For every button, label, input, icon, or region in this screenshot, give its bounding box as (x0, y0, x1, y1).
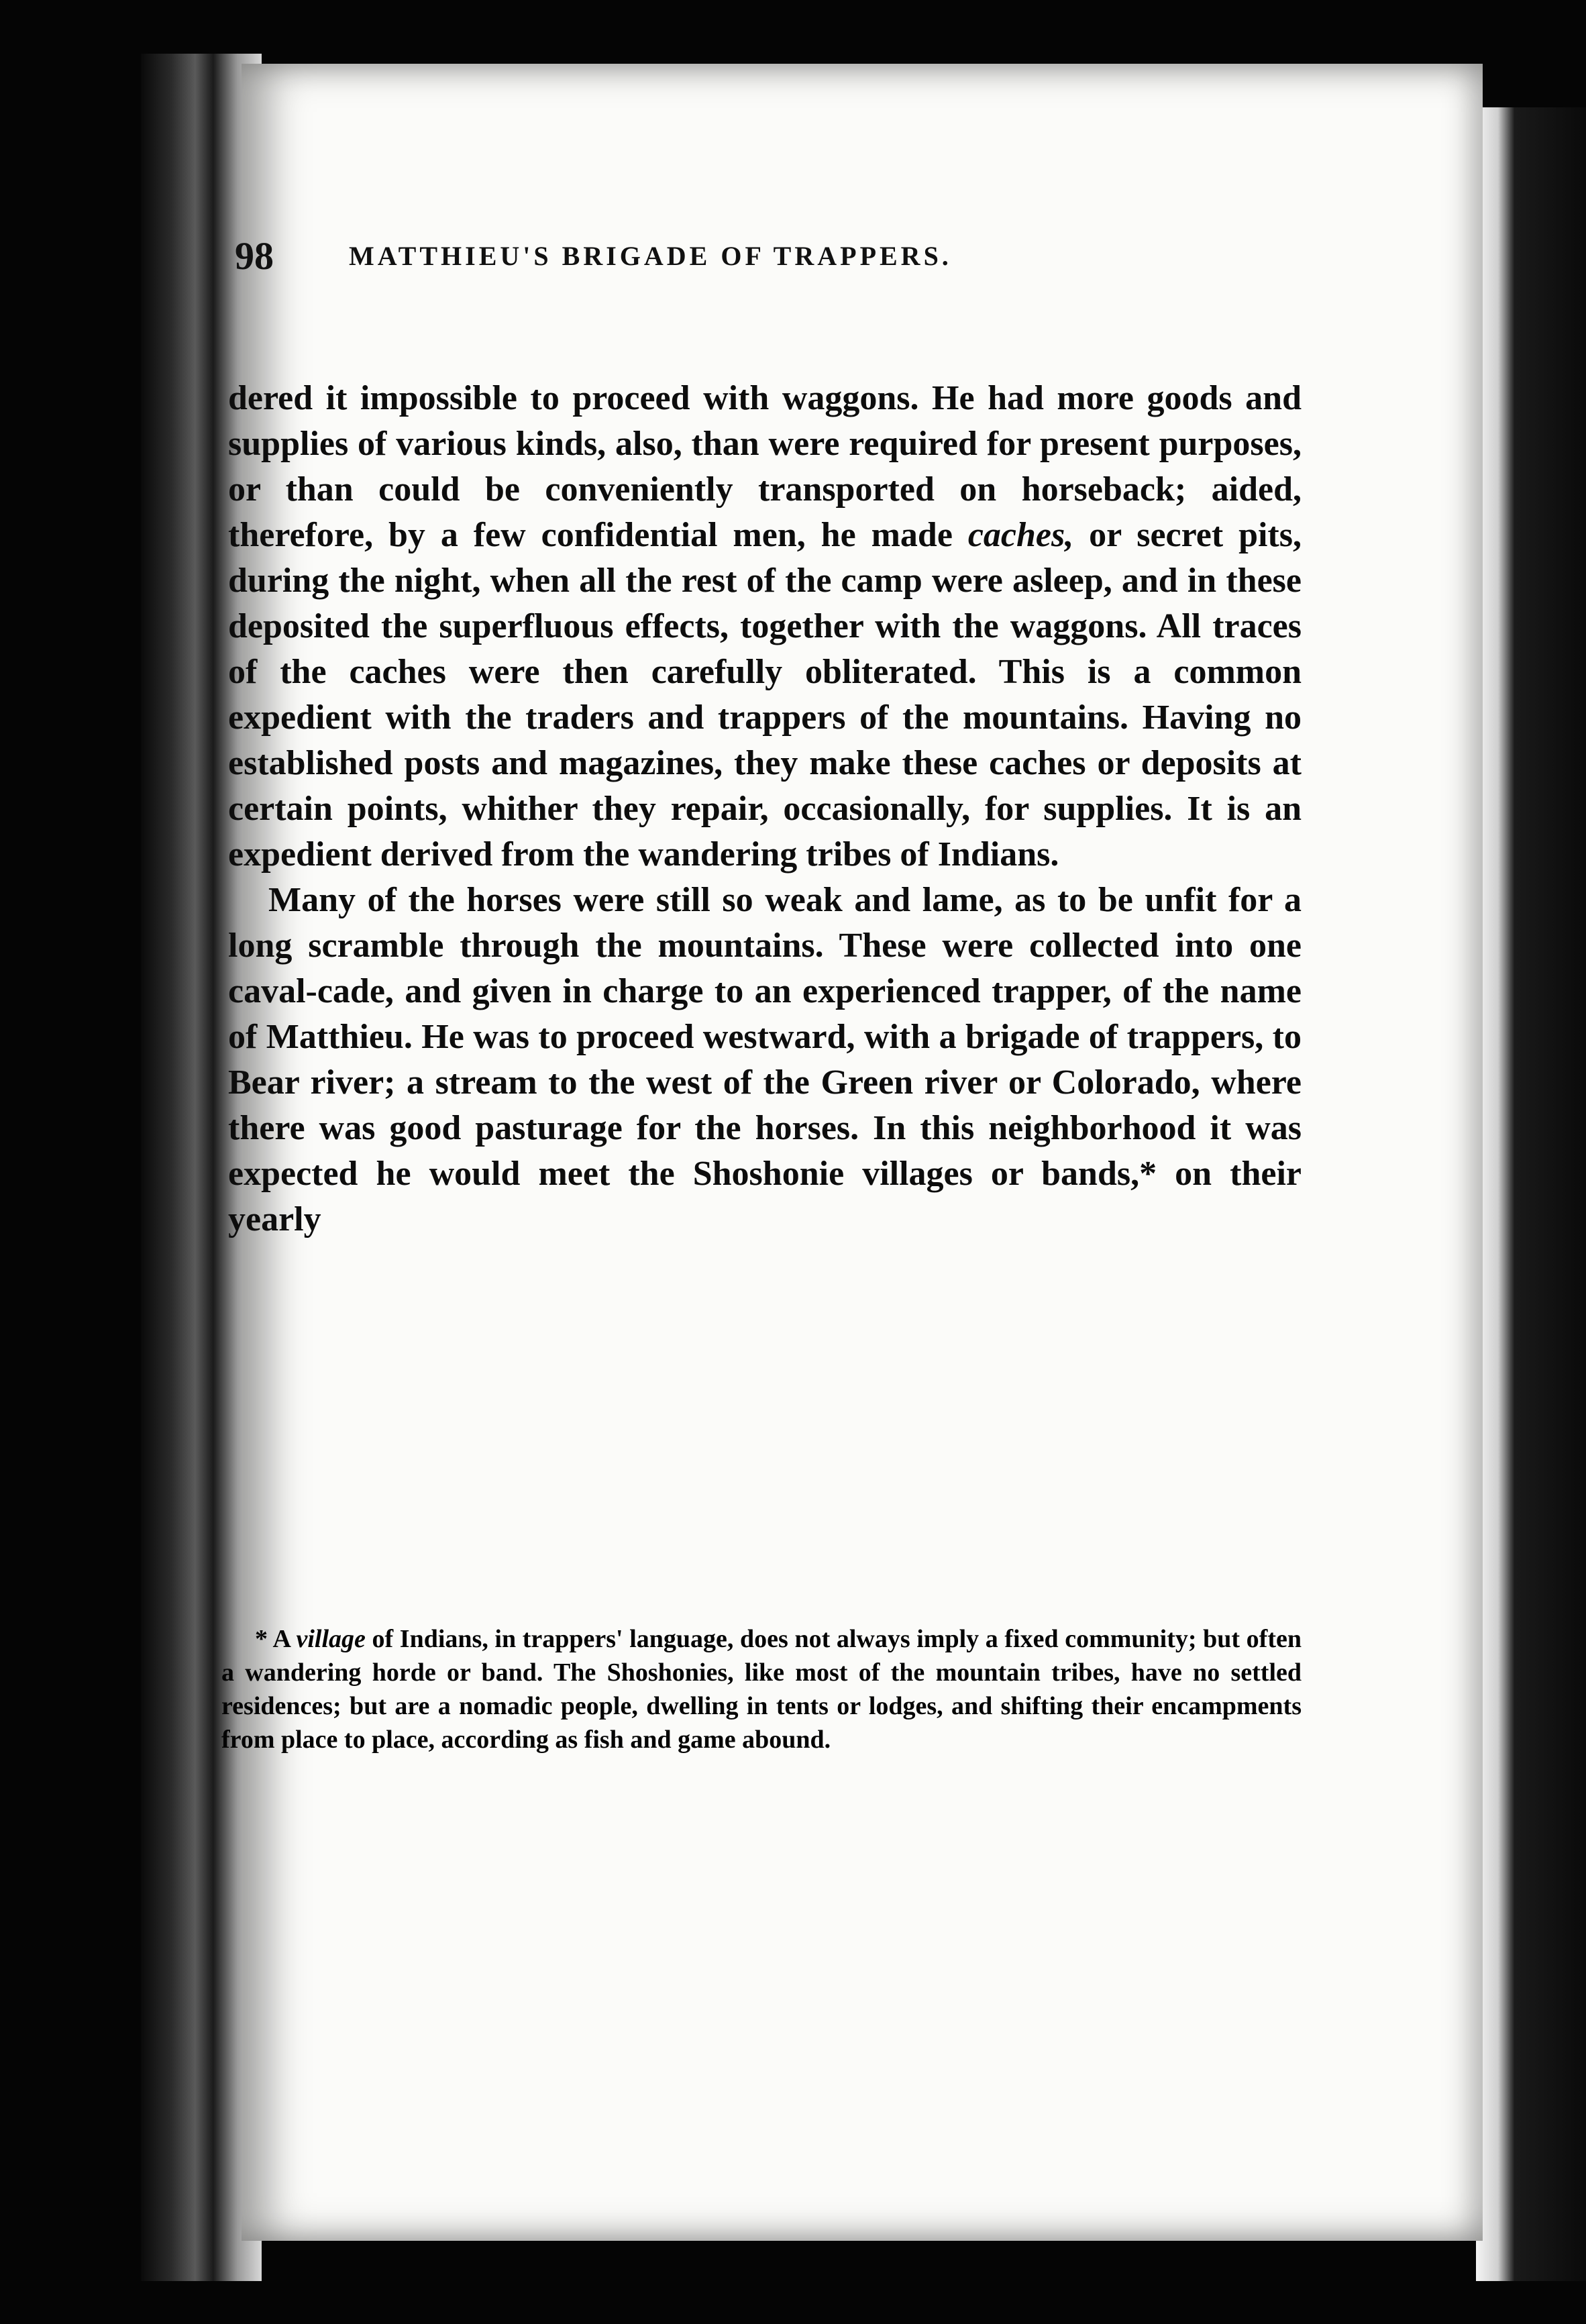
footnote-paragraph (221, 1622, 1302, 1756)
facing-page-edge (1476, 107, 1586, 2281)
body-text (228, 376, 1302, 1243)
running-head (235, 233, 1201, 287)
footnote-text: of Indians, in trappers' language, does not always imply a fixed community; but often a wandering horde or band. The Shoshonies, like most of the mountain tribes, have no settled residences; but are a nomadic people, dwelling in tents or lodges, and shifting their encampments from place to place, according as fish and game abound. (221, 1625, 1302, 1754)
paragraph-1-part-2: or secret pits, during the night, when all the rest of the camp were asleep, and in these deposited the superfluous effects, together with the waggons. All traces of the caches were then carefully obliterated. This is a common expedient with the traders and trappers of the mountains. Having no established posts and magazines, they make these caches or deposits at certain points, whither they repair, occasionally, for supplies. It is an expedient derived from the wandering tribes of Indians. (228, 516, 1302, 874)
footnote-marker: * A (255, 1625, 297, 1653)
running-head-title: MATTHIEU'S BRIGADE OF TRAPPERS. (349, 241, 952, 271)
paragraph-1-italic-caches: caches, (967, 516, 1074, 554)
paragraph-1-part-1: dered it impossible to proceed with waggons. He had more goods and supplies of various kinds, also, than were required for present purposes, or than could be conveniently transported on horseback; aided, therefore, by a few confidential men, he made (228, 379, 1302, 554)
paragraph-2-text: Many of the horses were still so weak and lame, as to be unfit for a long scramble through the mountains. These were collected into one caval-cade, and given in charge to an experienced trapper, of the name of Matthieu. He was to proceed westward, with a brigade of trappers, to Bear river; a stream to the west of the Green river or Colorado, where there was good pasturage for the horses. In this neighborhood it was expected he would meet the Shoshonie villages or bands,* on their yearly (228, 881, 1302, 1238)
footnote-italic-village: village (296, 1625, 366, 1653)
page-number: 98 (235, 234, 274, 278)
paragraph-1 (228, 376, 1302, 878)
footnote (221, 1622, 1302, 1756)
paragraph-2 (228, 878, 1302, 1243)
